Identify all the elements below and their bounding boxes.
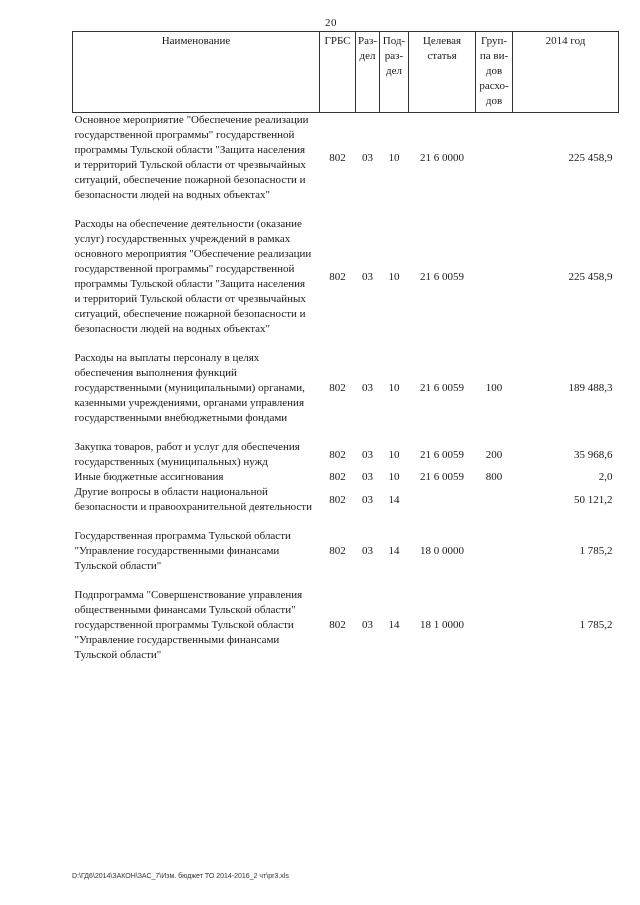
table-row xyxy=(73,113,619,204)
row-cel: 18 1 0000 xyxy=(420,619,464,631)
header-podrazdel-line: дел xyxy=(386,65,402,77)
row-podrazdel: 10 xyxy=(388,151,400,164)
row-grbs: 802 xyxy=(329,382,346,394)
row-razdel: 03 xyxy=(362,545,373,557)
row-podrazdel: 10 xyxy=(388,270,400,283)
table-header xyxy=(73,32,619,113)
header-vid-line: дов xyxy=(485,65,503,77)
header-cel xyxy=(409,32,476,113)
row-name: Подпрограмма "Совершенствование управления общественными финансами Тульской области" государственной программы Тульской области "Управление государственными финансами Тульской области" xyxy=(74,589,303,661)
row-grbs: 802 xyxy=(329,493,346,506)
header-razdel xyxy=(356,32,380,113)
row-name: Расходы на обеспечение деятельности (оказание услуг) государственных учреждений в рамках основного мероприятия "Обеспечение реализации государственной программы" государственной программы Тульской области "Защита населения и территорий Тульской области от чрезвычайных ситуаций, обеспечение пожарной безопасности и безопасности людей на водных объектах" xyxy=(74,218,312,335)
header-vid-line: дов xyxy=(485,95,503,107)
row-cel: 21 6 0059 xyxy=(420,448,464,461)
row-vid: 200 xyxy=(485,448,503,461)
row-sum: 1 785,2 xyxy=(579,619,613,631)
row-grbs: 802 xyxy=(329,448,346,461)
row-cel: 21 6 0059 xyxy=(420,471,464,483)
row-podrazdel: 10 xyxy=(388,448,400,461)
table-body xyxy=(73,113,619,664)
row-podrazdel: 10 xyxy=(388,382,400,394)
table-row xyxy=(73,588,619,663)
row-podrazdel: 14 xyxy=(388,545,400,557)
table-row xyxy=(73,440,619,470)
row-razdel: 03 xyxy=(362,382,373,394)
row-name: Основное мероприятие "Обеспечение реализации государственной программы" государственной программы Тульской области "Защита населения и территорий Тульской области от чрезвычайных ситуаций, обеспечение пожарной безопасности и безопасности людей на водных объектах" xyxy=(74,114,309,201)
row-grbs: 802 xyxy=(329,270,346,283)
row-grbs: 802 xyxy=(329,151,346,164)
header-vid-line: расхо- xyxy=(479,80,509,92)
header-vid xyxy=(476,32,513,113)
row-sum: 225 458,9 xyxy=(568,270,613,283)
row-vid xyxy=(476,113,513,204)
header-razdel-line: Раз- xyxy=(357,35,377,47)
row-cel xyxy=(409,485,476,515)
row-grbs: 802 xyxy=(329,545,346,557)
row-vid: 800 xyxy=(485,471,503,483)
row-razdel: 03 xyxy=(362,270,373,283)
header-podrazdel-line: Под- xyxy=(382,35,406,47)
header-razdel-line: дел xyxy=(359,50,376,62)
row-sum: 35 968,6 xyxy=(574,448,613,461)
header-name: Наименование xyxy=(73,32,320,113)
row-podrazdel: 14 xyxy=(388,493,400,506)
row-razdel: 03 xyxy=(362,151,373,164)
row-razdel: 03 xyxy=(362,448,373,461)
header-cel-line: статья xyxy=(427,50,457,62)
row-sum: 225 458,9 xyxy=(568,151,613,164)
row-sum: 2,0 xyxy=(598,471,613,483)
row-podrazdel: 14 xyxy=(388,619,400,631)
budget-table xyxy=(72,31,619,663)
row-vid xyxy=(476,588,513,663)
row-name: Закупка товаров, работ и услуг для обеспечения государственных (муниципальных) нужд xyxy=(74,441,300,468)
table-row xyxy=(73,529,619,574)
header-podrazdel xyxy=(380,32,409,113)
row-vid xyxy=(476,217,513,337)
header-grbs: ГРБС xyxy=(320,32,356,113)
footer-file-path: D:\ГД6\2014\ЗАКОН\ЗАС_7\Изм. бюджет ТО 2014-2016_2 чт\pr3.xls xyxy=(72,873,289,880)
row-podrazdel: 10 xyxy=(388,471,400,483)
row-cel: 21 6 0000 xyxy=(420,151,464,164)
row-name: Иные бюджетные ассигнования xyxy=(74,471,224,483)
row-sum: 50 121,2 xyxy=(574,493,613,506)
row-name: Государственная программа Тульской области "Управление государственными финансами Тульской области" xyxy=(74,530,291,572)
row-cel: 21 6 0059 xyxy=(420,270,464,283)
row-vid: 100 xyxy=(485,382,503,394)
header-podrazdel-line: раз- xyxy=(384,50,404,62)
header-vid-line: па ви- xyxy=(479,50,509,62)
table-row xyxy=(73,217,619,337)
row-grbs: 802 xyxy=(329,471,346,483)
row-name: Другие вопросы в области национальной безопасности и правоохранительной деятельности xyxy=(74,486,312,513)
row-vid xyxy=(476,529,513,574)
page-number: 20 xyxy=(325,17,337,29)
row-cel: 21 6 0059 xyxy=(420,382,464,394)
row-razdel: 03 xyxy=(362,471,373,483)
table-row xyxy=(73,485,619,515)
row-sum: 1 785,2 xyxy=(579,545,613,557)
table-row xyxy=(73,470,619,485)
header-cel-line: Целевая xyxy=(422,35,462,47)
row-grbs: 802 xyxy=(329,619,346,631)
row-sum: 189 488,3 xyxy=(568,382,613,394)
header-vid-line: Груп- xyxy=(480,35,508,47)
table-row xyxy=(73,351,619,426)
row-razdel: 03 xyxy=(362,619,373,631)
row-cel: 18 0 0000 xyxy=(420,545,464,557)
row-razdel: 03 xyxy=(362,493,373,506)
row-vid xyxy=(476,485,513,515)
row-name: Расходы на выплаты персоналу в целях обеспечения выполнения функций государственными (муниципальными) органами, казенными учреждениями, органами управления государственными внебюджетными фондами xyxy=(74,352,305,424)
header-sum: 2014 год xyxy=(513,32,619,113)
